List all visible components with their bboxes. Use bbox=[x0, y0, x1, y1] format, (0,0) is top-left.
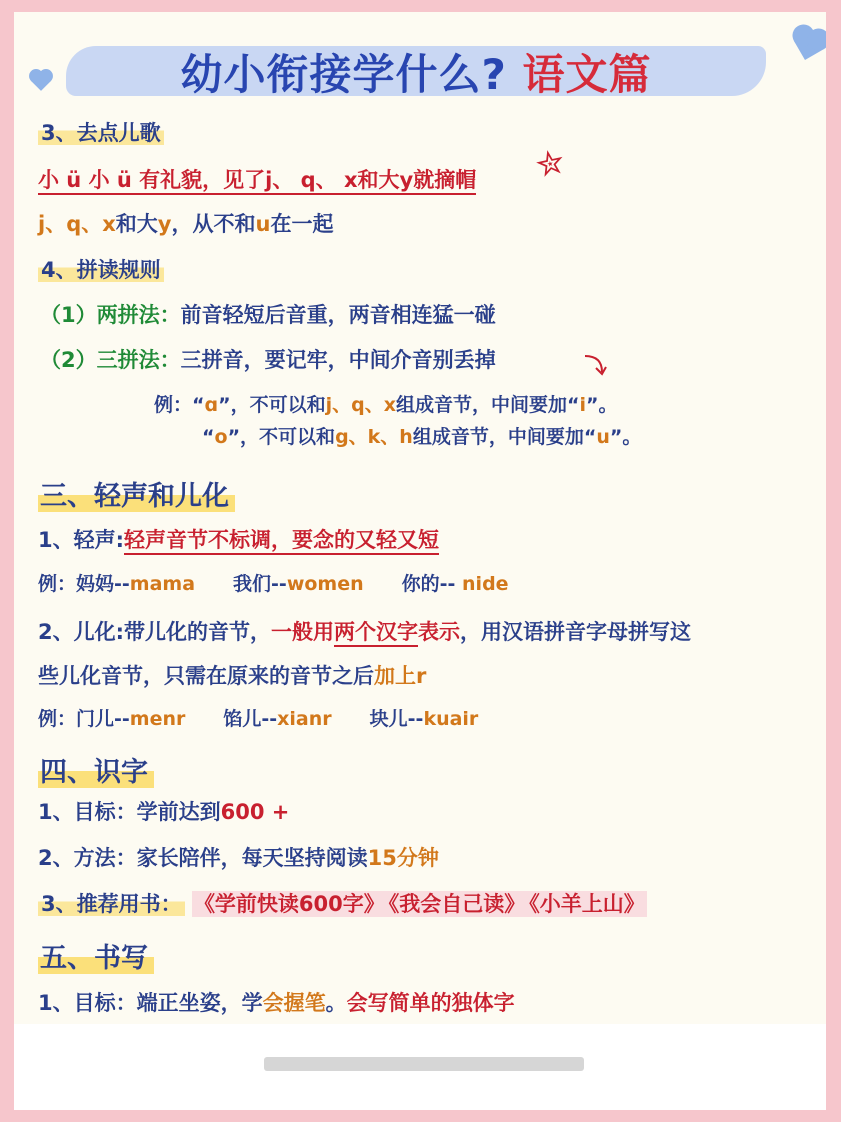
section-title-writing: 五、书写 bbox=[38, 936, 154, 975]
neutral-tone-examples: 例：妈妈--mama 我们--women 你的-- nide bbox=[38, 573, 509, 595]
heart-icon bbox=[31, 71, 51, 91]
section-title-neutral-tone: 三、轻声和儿化 bbox=[38, 474, 235, 513]
rule-example-1: 例：“ɑ”，不可以和j、q、x组成音节，中间要加“i”。 bbox=[154, 394, 618, 416]
erhua-item: 2、儿化:带儿化的音节，一般用两个汉字表示，用汉语拼音字母拼写这 bbox=[38, 616, 691, 646]
rules-heading: 4、拼读规则 bbox=[38, 254, 164, 284]
title-banner bbox=[66, 34, 766, 104]
rule-three-spell: （2）三拼法：三拼音，要记牢，中间介音别丢掉 bbox=[40, 348, 496, 372]
rhyme-line-1: 小 ü 小 ü 有礼貌，见了j、 q、 x和大y就摘帽 bbox=[38, 164, 476, 194]
writing-goal: 1、目标：端正坐姿，学会握笔。会写简单的独体字 bbox=[38, 991, 515, 1015]
literacy-books: 3、推荐用书： 《学前快读600字》 《我会自己读》 《小羊上山》 bbox=[38, 888, 647, 918]
curved-arrow-icon bbox=[582, 352, 610, 380]
page-title: 幼小衔接学什么? 语文篇 bbox=[180, 50, 652, 99]
literacy-goal: 1、目标：学前达到600 + bbox=[38, 800, 290, 824]
neutral-tone-item: 1、轻声:轻声音节不标调，要念的又轻又短 bbox=[38, 524, 439, 554]
rule-example-2: “o”，不可以和g、k、h组成音节，中间要加“u”。 bbox=[202, 426, 642, 448]
poster-paper bbox=[14, 12, 826, 1110]
erhua-examples: 例：门儿--menr 馅儿--xianr 块儿--kuair bbox=[38, 708, 479, 730]
erhua-item-cont: 些儿化音节，只需在原来的音节之后加上r bbox=[38, 664, 427, 688]
rule-two-spell: （1）两拼法：前音轻短后音重，两音相连猛一碰 bbox=[40, 303, 496, 327]
section-title-literacy: 四、识字 bbox=[38, 750, 154, 789]
rhyme-heading: 3、去点儿歌 bbox=[38, 117, 164, 147]
blurred-watermark bbox=[264, 1057, 584, 1071]
heart-icon bbox=[794, 30, 824, 60]
literacy-method: 2、方法：家长陪伴，每天坚持阅读15分钟 bbox=[38, 846, 439, 870]
rhyme-line-2: j、q、x和大y，从不和u在一起 bbox=[38, 212, 334, 236]
star-doodle-icon: ✮ bbox=[532, 141, 569, 187]
